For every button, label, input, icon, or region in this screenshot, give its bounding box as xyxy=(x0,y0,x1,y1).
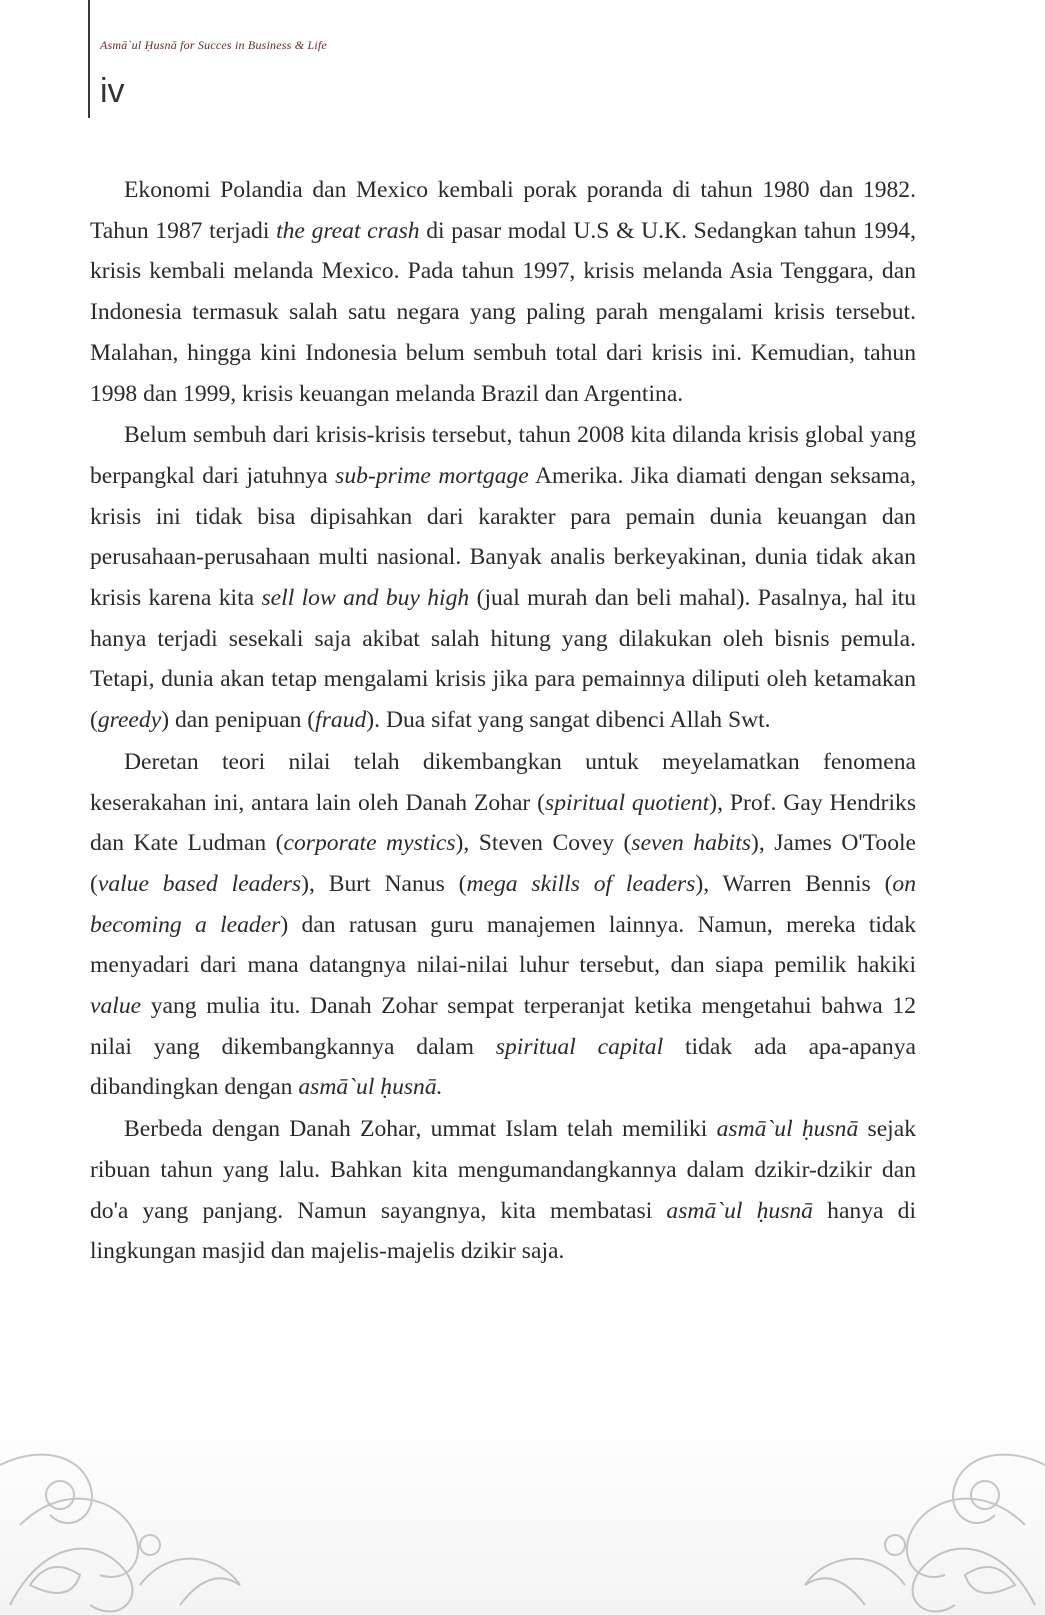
header-vertical-rule xyxy=(88,0,90,118)
italic-text: corporate mystics xyxy=(283,830,456,857)
italic-text: greedy xyxy=(97,707,162,734)
text-run: Belum sembuh dari krisis-krisis tersebut, tahun 2008 kita dilanda krisis global yang berpangkal dari jatuhnya xyxy=(90,422,916,489)
body-text xyxy=(90,170,916,1272)
italic-text: the great crash xyxy=(276,217,420,244)
text-run: ) dan penipuan ( xyxy=(161,707,316,734)
running-head: Asmā`ul Ḥusnā for Succes in Business & Life xyxy=(100,38,327,52)
text-run: (jual murah dan beli mahal). Pasalnya, hal itu hanya terjadi sesekali saja akibat salah hitung yang dilakukan oleh bisnis pemula. Tetapi, dunia akan tetap mengalami krisis jika para pemainnya diliputi oleh ketamakan ( xyxy=(90,585,917,734)
text-run: ), Steven Covey ( xyxy=(455,830,632,857)
floral-ornament-right xyxy=(785,1285,1045,1615)
italic-text: asmā`ul ḥusnā xyxy=(716,1116,859,1143)
paragraph xyxy=(90,742,916,1108)
text-run: ), Prof. Gay Hendriks dan Kate Ludman ( xyxy=(90,789,916,857)
page-number: iv xyxy=(100,72,125,110)
text-run: ). Dua sifat yang sangat dibenci Allah Swt. xyxy=(366,707,771,734)
text-run: ) dan ratusan guru manajemen lainnya. Namun, mereka tidak menyadari dari mana datangnya nilai-nilai luhur tersebut, dan siapa pemilik hakiki xyxy=(90,911,917,979)
text-run: sejak ribuan tahun yang lalu. Bahkan kita mengumandangkannya dalam dzikir-dzikir dan do'a yang panjang. Namun sayangnya, kita membatasi xyxy=(90,1116,916,1224)
paragraph xyxy=(90,1109,916,1272)
text-run: Ekonomi Polandia dan Mexico kembali porak poranda di tahun 1980 dan 1982. Tahun 1987 terjadi xyxy=(90,177,916,244)
italic-text: sell low and buy high xyxy=(261,585,470,612)
italic-text: mega skills of leaders xyxy=(466,870,696,897)
italic-text: value based leaders xyxy=(97,870,302,897)
italic-text: fraud xyxy=(315,707,367,734)
italic-text: sub-prime mortgage xyxy=(335,462,529,489)
italic-text: spiritual quotient xyxy=(545,789,710,816)
floral-ornament-left xyxy=(0,1285,260,1615)
text-run: tidak ada apa-apanya dibandingkan dengan xyxy=(90,1033,916,1101)
italic-text: spiritual capital xyxy=(495,1033,664,1060)
text-run: ), Warren Bennis ( xyxy=(695,870,893,897)
text-run: Amerika. Jika diamati dengan seksama, krisis ini tidak bisa dipisahkan dari karakter para pemain dunia keuangan dan perusahaan-perusahaan multi nasional. Banyak analis berkeyakinan, dunia tidak akan krisis karena kita xyxy=(90,462,917,612)
paragraph xyxy=(90,170,916,414)
text-run: Berbeda dengan Danah Zohar, ummat Islam telah memiliki xyxy=(124,1116,717,1143)
text-run: hanya di lingkungan masjid dan majelis-majelis dzikir saja. xyxy=(90,1197,916,1265)
text-run: ), James O'Toole ( xyxy=(90,830,917,897)
text-run: Deretan teori nilai telah dikembangkan untuk meyelamatkan fenomena keserakahan ini, antara lain oleh Danah Zohar ( xyxy=(90,748,916,816)
text-run: di pasar modal U.S & U.K. Sedangkan tahun 1994, krisis kembali melanda Mexico. Pada tahun 1997, krisis melanda Asia Tenggara, dan Indonesia termasuk salah satu negara yang paling parah mengalami krisis tersebut. Malahan, hingga kini Indonesia belum sembuh total dari krisis ini. Kemudian, tahun 1998 dan 1999, krisis keuangan melanda Brazil dan Argentina. xyxy=(90,217,916,407)
text-run: ), Burt Nanus ( xyxy=(301,870,467,897)
italic-text: value xyxy=(90,993,142,1020)
paragraph xyxy=(90,415,916,741)
text-run: yang mulia itu. Danah Zohar sempat terperanjat ketika mengetahui bahwa 12 nilai yang dikembangkannya dalam xyxy=(90,993,916,1060)
italic-text: on becoming a leader xyxy=(90,870,917,938)
italic-text: asmā`ul ḥusnā xyxy=(666,1197,813,1224)
italic-text: seven habits xyxy=(631,830,751,857)
italic-text: asmā`ul ḥusnā. xyxy=(298,1074,443,1101)
